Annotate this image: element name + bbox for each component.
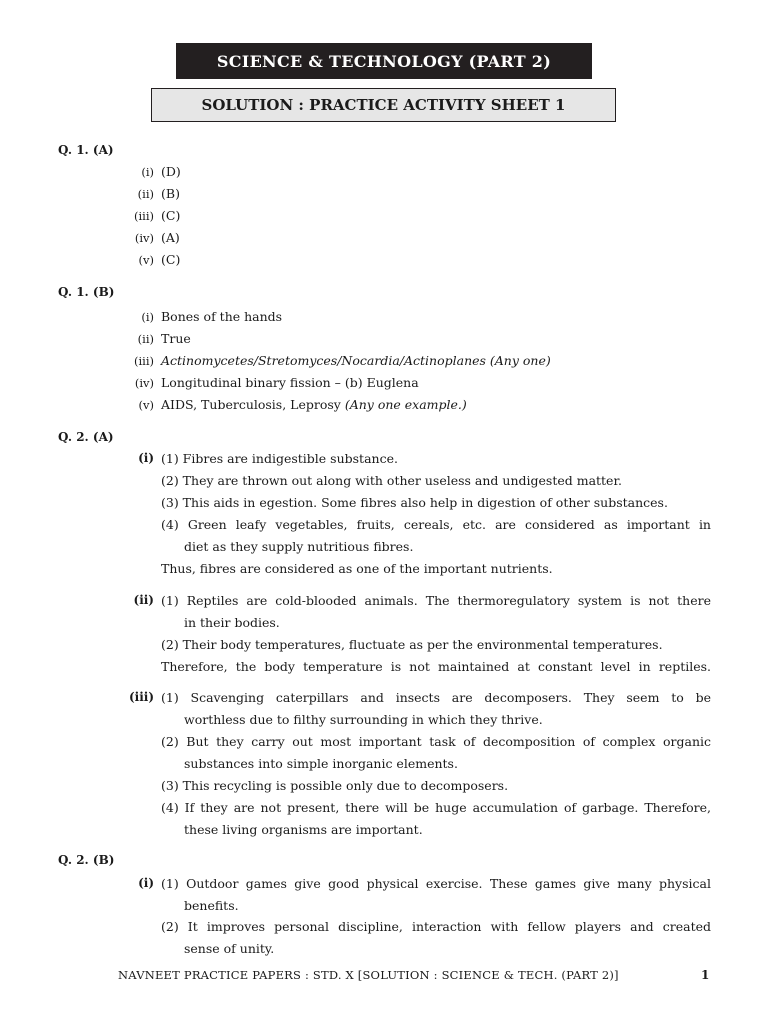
answer-line: in their bodies. (184, 615, 280, 630)
item-number: (iii) (133, 354, 154, 368)
question-heading-q2a: Q. 2. (A) (58, 430, 114, 444)
answer-line: worthless due to filthy surrounding in which they thrive. (184, 712, 543, 727)
answer-line: (4) Green leafy vegetables, fruits, cereals, etc. are considered as important in (161, 517, 711, 532)
answer-text: Actinomycetes/Stretomyces/Nocardia/Actinoplanes (Any one) (161, 353, 551, 368)
answer-line: (2) Their body temperatures, fluctuate as per the environmental temperatures. (161, 637, 663, 652)
document-subtitle: SOLUTION : PRACTICE ACTIVITY SHEET 1 (151, 88, 616, 122)
answer-line: (1) Scavenging caterpillars and insects are decomposers. They seem to be (161, 690, 711, 705)
part-number: (ii) (133, 593, 154, 607)
answer-line: (4) If they are not present, there will be huge accumulation of garbage. Therefore, (161, 800, 711, 815)
page-footer: NAVNEET PRACTICE PAPERS : STD. X [SOLUTION : SCIENCE & TECH. (PART 2)] (118, 968, 619, 982)
part-number: (i) (138, 451, 154, 465)
answer-line: (1) Reptiles are cold-blooded animals. The thermoregulatory system is not there (161, 593, 711, 608)
item-number: (i) (141, 310, 154, 324)
item-number: (i) (141, 165, 154, 179)
answer-line: sense of unity. (184, 941, 275, 956)
answer-text: (D) (161, 164, 181, 179)
answer-text (161, 397, 467, 412)
answer-text-main: AIDS, Tuberculosis, Leprosy (161, 397, 341, 412)
answer-line: (1) Fibres are indigestible substance. (161, 451, 398, 466)
answer-text-note: (Any one example.) (344, 397, 467, 412)
answer-text: Longitudinal binary fission – (b) Euglena (161, 375, 419, 390)
answer-text: (A) (161, 230, 180, 245)
answer-text: (C) (161, 252, 181, 267)
item-number: (v) (138, 398, 154, 412)
answer-text: (C) (161, 208, 181, 223)
item-number: (iii) (133, 209, 154, 223)
answer-line: (2) It improves personal discipline, interaction with fellow players and created (161, 919, 711, 934)
item-number: (ii) (137, 187, 154, 201)
document-title: SCIENCE & TECHNOLOGY (PART 2) (176, 43, 592, 79)
answer-line: Thus, fibres are considered as one of the important nutrients. (161, 561, 553, 576)
page-number: 1 (701, 968, 710, 982)
answer-line: (3) This recycling is possible only due to decomposers. (161, 778, 509, 793)
answer-line: diet as they supply nutritious fibres. (184, 539, 414, 554)
question-heading-q1b: Q. 1. (B) (58, 285, 115, 299)
question-heading-q1a: Q. 1. (A) (58, 143, 114, 157)
answer-line: (3) This aids in egestion. Some fibres also help in digestion of other substances. (161, 495, 668, 510)
answer-line: substances into simple inorganic elements. (184, 756, 458, 771)
answer-line: Therefore, the body temperature is not maintained at constant level in reptiles. (161, 659, 711, 674)
part-number: (iii) (128, 690, 154, 704)
answer-line: benefits. (184, 898, 239, 913)
answer-text: True (161, 331, 191, 346)
answer-line: (2) They are thrown out along with other useless and undigested matter. (161, 473, 623, 488)
part-number: (i) (138, 876, 154, 890)
item-number: (iv) (134, 231, 154, 245)
answer-line: these living organisms are important. (184, 822, 423, 837)
answer-line: (1) Outdoor games give good physical exercise. These games give many physical (161, 876, 711, 891)
item-number: (v) (138, 253, 154, 267)
item-number: (ii) (137, 332, 154, 346)
answer-text: Bones of the hands (161, 309, 283, 324)
answer-line: (2) But they carry out most important task of decomposition of complex organic (161, 734, 711, 749)
question-heading-q2b: Q. 2. (B) (58, 853, 115, 867)
item-number: (iv) (134, 376, 154, 390)
answer-text: (B) (161, 186, 180, 201)
